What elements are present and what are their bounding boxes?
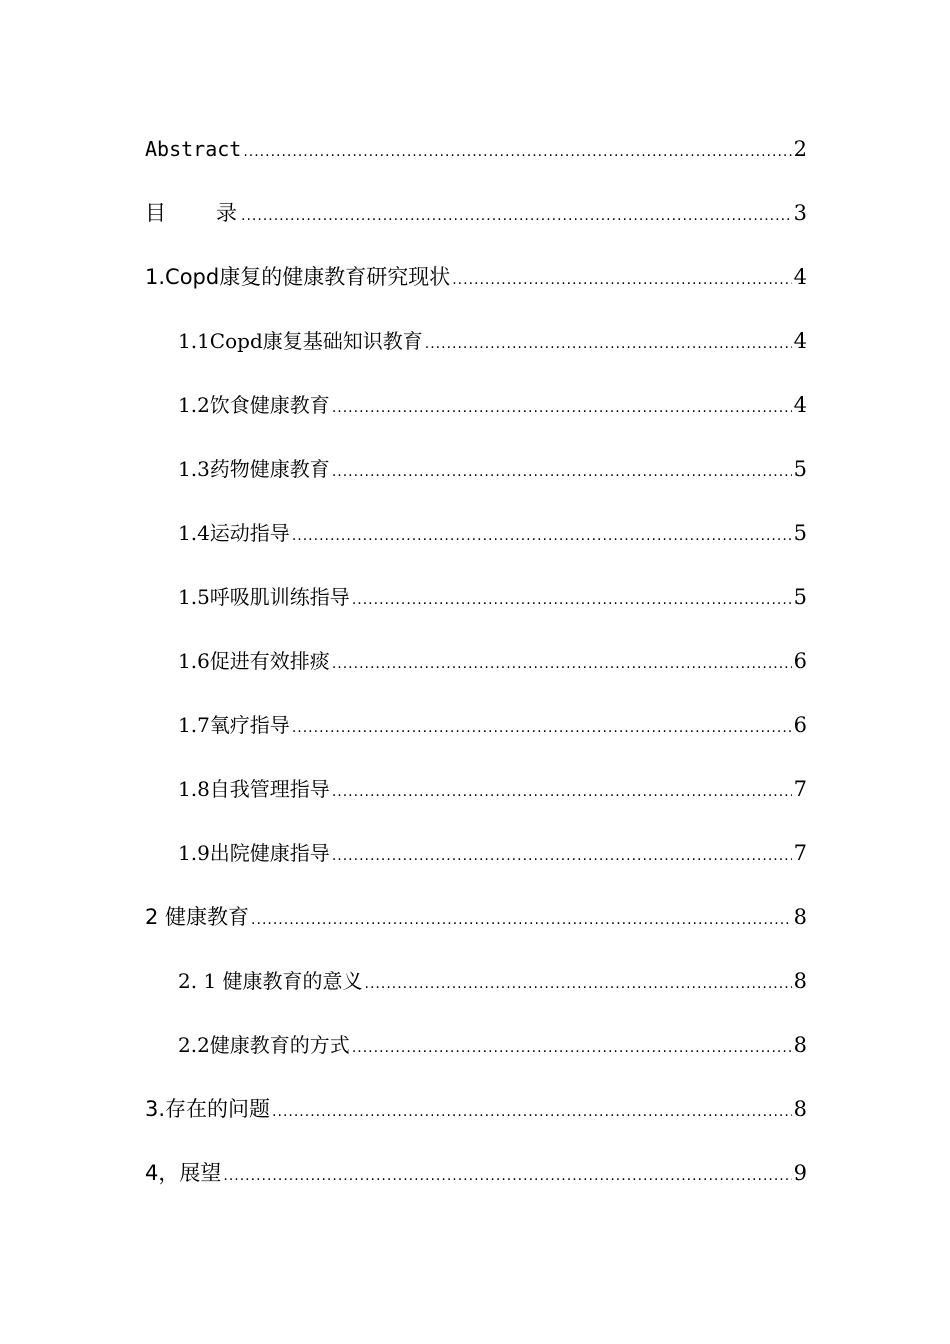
toc-entry-section-2-1[interactable]	[178, 965, 807, 997]
toc-entry-section-1-5[interactable]	[178, 581, 807, 613]
toc-page-number: 9	[793, 1161, 807, 1185]
toc-leader-dots	[352, 1032, 792, 1064]
toc-entry-title: 2 健康教育	[145, 905, 250, 929]
toc-leader-dots	[332, 456, 792, 488]
toc-leader-dots	[452, 264, 791, 296]
toc-page-number: 3	[793, 201, 807, 225]
toc-leader-dots	[272, 1096, 792, 1128]
toc-leader-dots	[425, 328, 792, 360]
toc-entry-section-1-6[interactable]	[178, 645, 807, 677]
toc-entry-section-1-8[interactable]	[178, 773, 807, 805]
toc-entry-title: 1.6促进有效排痰	[178, 649, 330, 673]
toc-entry-section-1-3[interactable]	[178, 453, 807, 485]
toc-entry-title: 4，展望	[145, 1161, 222, 1185]
toc-leader-dots	[332, 648, 792, 680]
toc-page-number: 5	[793, 585, 807, 609]
toc-leader-dots	[332, 776, 792, 808]
toc-entry-contents[interactable]	[145, 197, 807, 229]
toc-entry-section-4[interactable]	[145, 1157, 807, 1189]
toc-leader-dots	[292, 712, 792, 744]
toc-entry-section-3[interactable]	[145, 1093, 807, 1125]
toc-page-number: 8	[793, 905, 807, 929]
toc-entry-title: 目录	[145, 201, 287, 225]
toc-leader-dots	[292, 520, 792, 552]
toc-entry-title: 2.2健康教育的方式	[178, 1033, 350, 1057]
toc-page-number: 4	[793, 393, 807, 417]
toc-page-number: 8	[793, 969, 807, 993]
toc-entry-title: 1.4运动指导	[178, 521, 290, 545]
toc-leader-dots	[241, 200, 792, 232]
toc-entry-section-1-2[interactable]	[178, 389, 807, 421]
toc-entry-section-2-2[interactable]	[178, 1029, 807, 1061]
toc-leader-dots	[352, 584, 792, 616]
toc-leader-dots	[332, 840, 792, 872]
toc-entry-title: 1.Copd康复的健康教育研究现状	[145, 265, 451, 289]
toc-entry-section-1[interactable]	[145, 261, 807, 293]
toc-entry-title: 1.7氧疗指导	[178, 713, 290, 737]
toc-leader-dots	[243, 136, 791, 168]
toc-entry-title: 2. 1 健康教育的意义	[178, 969, 363, 993]
toc-entry-title: 1.1Copd康复基础知识教育	[178, 329, 423, 353]
toc-entry-title: 1.2饮食健康教育	[178, 393, 330, 417]
toc-page-number: 6	[793, 713, 807, 737]
toc-leader-dots	[365, 968, 792, 1000]
toc-entry-title: 3.存在的问题	[145, 1097, 271, 1121]
toc-entry-title: 1.3药物健康教育	[178, 457, 330, 481]
toc-entry-title: Abstract	[145, 137, 242, 161]
toc-page-number: 4	[793, 265, 807, 289]
toc-entry-section-1-4[interactable]	[178, 517, 807, 549]
toc-entry-section-2[interactable]	[145, 901, 807, 933]
toc-entry-title: 1.5呼吸肌训练指导	[178, 585, 350, 609]
toc-page-number: 5	[793, 457, 807, 481]
toc-page-number: 8	[793, 1097, 807, 1121]
toc-entry-title: 1.8自我管理指导	[178, 777, 330, 801]
toc-page-number: 4	[793, 329, 807, 353]
toc-page-number: 5	[793, 521, 807, 545]
toc-entry-section-1-7[interactable]	[178, 709, 807, 741]
toc-entry-abstract[interactable]	[145, 133, 807, 165]
toc-leader-dots	[332, 392, 792, 424]
toc-entry-section-1-1[interactable]	[178, 325, 807, 357]
toc-page-number: 7	[793, 841, 807, 865]
toc-page-number: 2	[793, 137, 807, 161]
toc-entry-section-1-9[interactable]	[178, 837, 807, 869]
toc-entry-title: 1.9出院健康指导	[178, 841, 330, 865]
toc-page-number: 7	[793, 777, 807, 801]
toc-leader-dots	[223, 1160, 791, 1192]
toc-page-number: 6	[793, 649, 807, 673]
toc-leader-dots	[251, 904, 792, 936]
toc-page-number: 8	[793, 1033, 807, 1057]
